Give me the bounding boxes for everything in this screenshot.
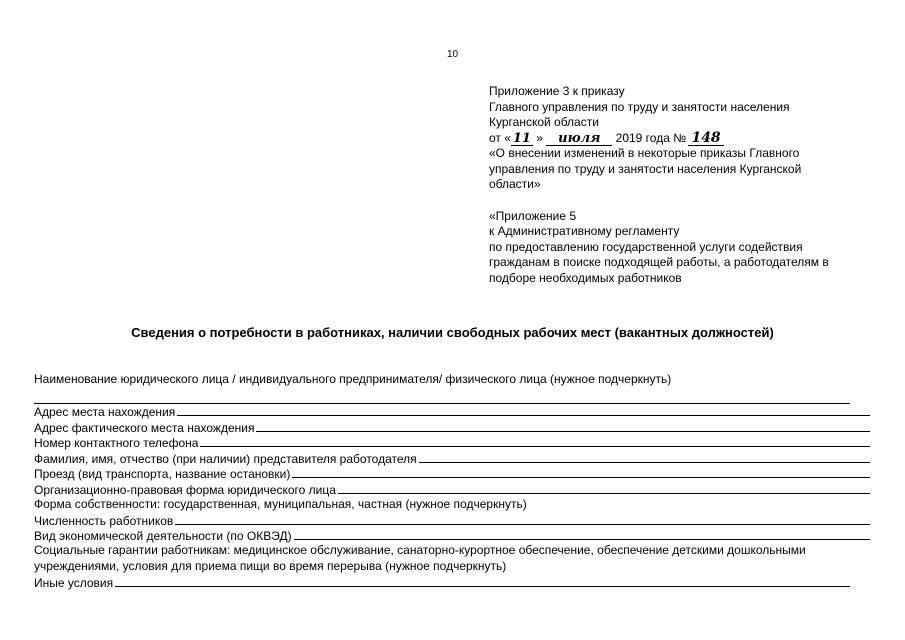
form-row-transport bbox=[34, 466, 870, 482]
order-year-text: 2019 года № bbox=[615, 130, 687, 145]
address-field[interactable] bbox=[177, 415, 870, 416]
form-row-okved bbox=[34, 528, 870, 544]
field-label: Адрес фактического места нахождения bbox=[34, 420, 255, 435]
order-date-line bbox=[489, 131, 879, 147]
transport-field[interactable] bbox=[292, 477, 870, 478]
document-title: Сведения о потребности в работниках, наличии свободных рабочих мест (вакантных должностей) bbox=[131, 325, 774, 340]
form-row-phone bbox=[34, 435, 870, 451]
field-label: Адрес места нахождения bbox=[34, 405, 176, 419]
attachment-line: по предоставлению государственной услуги содействия bbox=[489, 239, 803, 254]
form-row-actual-address bbox=[34, 419, 870, 435]
order-title-line: управления по труду и занятости населения Курганской bbox=[489, 161, 802, 176]
employee-count-field[interactable] bbox=[175, 524, 870, 525]
form-row-employee-count bbox=[34, 512, 870, 528]
form-row-other-conditions bbox=[34, 574, 870, 590]
field-label: Численность работников bbox=[34, 513, 174, 528]
order-title-line: «О внесении изменений в некоторые приказы Главного bbox=[489, 146, 800, 160]
order-day-handwritten: 11 bbox=[512, 130, 531, 146]
field-label: Вид экономической деятельности (по ОКВЭД) bbox=[34, 529, 292, 543]
field-label: Номер контактного телефона bbox=[34, 436, 199, 450]
other-conditions-field[interactable] bbox=[115, 586, 850, 587]
form-row-address bbox=[34, 404, 870, 420]
okved-field[interactable] bbox=[294, 539, 870, 540]
appendix-line: Курганской области bbox=[489, 115, 599, 129]
field-label: Иные условия bbox=[34, 575, 114, 590]
field-label: Организационно-правовая форма юридического лица bbox=[34, 482, 336, 497]
field-label: Фамилия, имя, отчество (при наличии) представителя работодателя bbox=[34, 451, 417, 466]
employer-name-field[interactable] bbox=[34, 388, 850, 404]
attachment-line: к Административному регламенту bbox=[489, 224, 680, 238]
employer-form bbox=[34, 372, 870, 590]
actual-address-field[interactable] bbox=[256, 431, 870, 432]
attachment-line: подборе необходимых работников bbox=[489, 270, 682, 285]
employer-name-label: Наименование юридического лица / индивидуального предпринимателя/ физического лица (нужное подчеркнуть) bbox=[34, 372, 672, 386]
appendix-line: Приложение 3 к приказу bbox=[489, 84, 625, 98]
appendix-header bbox=[489, 84, 879, 286]
form-row-legal-form bbox=[34, 481, 870, 497]
attachment-line: гражданам в поиске подходящей работы, а работодателям в bbox=[489, 255, 829, 269]
order-number-handwritten: 148 bbox=[688, 132, 724, 146]
field-label: Проезд (вид транспорта, название остановки) bbox=[34, 467, 291, 481]
page-number: 10 bbox=[446, 49, 459, 60]
order-month-handwritten: июля bbox=[546, 132, 612, 146]
form-row-representative bbox=[34, 450, 870, 466]
order-title-line: области» bbox=[489, 177, 541, 191]
appendix-line: Главного управления по труду и занятости населения bbox=[489, 99, 790, 114]
representative-field[interactable] bbox=[419, 462, 870, 463]
ownership-label: Форма собственности: государственная, муниципальная, частная (нужное подчеркнуть) bbox=[34, 496, 527, 511]
social-guarantees-label: Социальные гарантии работникам: медицинское обслуживание, санаторно-курортное обеспечение, обеспечение детскими дошкольными учреждениями, условия для приема пищи во время перерыва (нужное подчеркнуть) bbox=[34, 543, 806, 573]
order-mid: » bbox=[536, 130, 543, 145]
phone-field[interactable] bbox=[200, 446, 870, 447]
order-prefix: от « bbox=[489, 130, 511, 145]
legal-form-field[interactable] bbox=[338, 493, 870, 494]
attachment-line: «Приложение 5 bbox=[489, 208, 577, 223]
